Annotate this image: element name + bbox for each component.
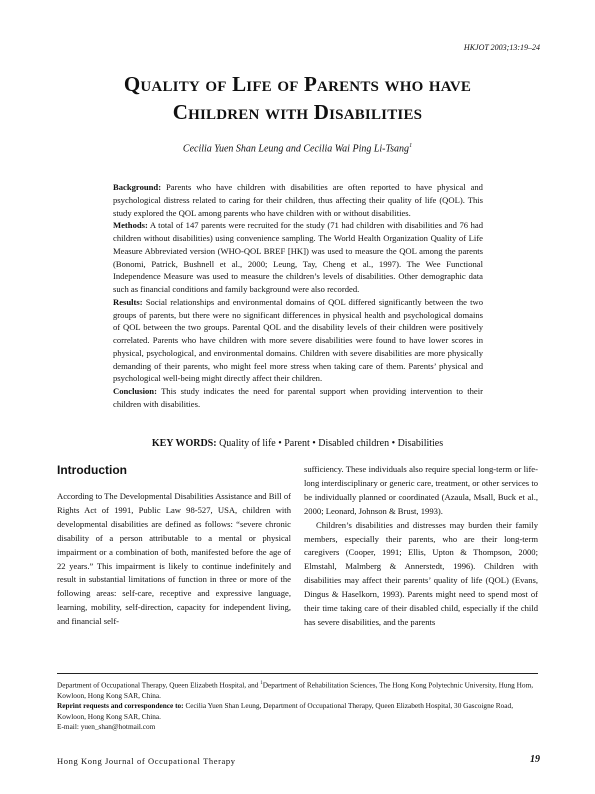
footnote-divider bbox=[57, 673, 538, 674]
abstract-background-text: Parents who have children with disabilities are often reported to have physical and psychological distress related to caring for their children, thus affecting their quality of life (QOL). This study explored the QOL among parents who have children with or without disabilities. bbox=[113, 182, 483, 218]
column-left bbox=[57, 490, 291, 629]
title-line-1: Quality of Life of Parents who have bbox=[123, 72, 472, 96]
paper-title bbox=[40, 70, 555, 126]
authors bbox=[40, 143, 555, 154]
author-names: Cecilia Yuen Shan Leung and Cecilia Wai Ping Li-Tsang bbox=[182, 143, 410, 155]
affiliation-text-b: Department of Rehabilitation Sciences, The Hong Kong Polytechnic University, Hung Hom, Kowloon, Hong Kong SAR, China. bbox=[57, 680, 534, 700]
keywords bbox=[40, 438, 555, 449]
abstract-conclusion bbox=[113, 385, 483, 411]
author-affiliation-marker: 1 bbox=[409, 143, 413, 149]
affiliation-text-a: Department of Occupational Therapy, Queen Elizabeth Hospital, and bbox=[57, 680, 261, 690]
footnotes bbox=[57, 679, 540, 733]
footnote-reprint bbox=[57, 701, 540, 722]
abstract-results-label: Results: bbox=[113, 296, 143, 307]
abstract-conclusion-label: Conclusion: bbox=[113, 386, 157, 396]
abstract bbox=[113, 181, 483, 411]
abstract-methods-text: A total of 147 parents were recruited for the study (71 had children with disabilities and 76 had children without disabilities) using convenience sampling. The World Health Organization Quality of Life Measure Abbreviated version (WHO-QOL BREF [HK]) was used to measure the QOL among the parents (Bonomi, Patrick, Bushnell et al., 2000; Leung, Tay, Cheng et al., 1997). The Wee Functional Independence Measure was used to measure the children’s levels of disabilities. Other demographic data such as financial conditions and family background were also recorded. bbox=[113, 220, 483, 294]
footnote-affiliations bbox=[57, 679, 540, 701]
abstract-methods bbox=[113, 219, 483, 296]
footer-journal-name: Hong Kong Journal of Occupational Therapy bbox=[57, 756, 236, 766]
keywords-text: Quality of life • Parent • Disabled children • Disabilities bbox=[219, 438, 444, 449]
abstract-background bbox=[113, 181, 483, 219]
intro-paragraph-1: According to The Developmental Disabilities Assistance and Bill of Rights Act of 1991, Public Law 98-527, USA, children with developmental disabilities are defined as follows: “severe chronic disability of a person attributable to a mental or physical impairment or a combination of both, manifested before the age of 22 years.” This impairment is likely to continue indefinitely and result in substantial limitations of function in three or more of the following areas: self-care, receptive and expressive language, learning, mobility, self-direction, capacity for independent living, and financial self- bbox=[57, 491, 291, 627]
intro-paragraph-1-continued: sufficiency. These individuals also require special long-term or life-long interdisciplinary or generic care, treatment, or other services to be individually planned or coordinated (Azaula, Msall, Buck et al., 2000; Leonard, Johnson & Brust, 1993). bbox=[304, 464, 538, 516]
section-heading-introduction: Introduction bbox=[57, 463, 127, 477]
abstract-methods-label: Methods: bbox=[113, 220, 148, 231]
column-right bbox=[304, 463, 538, 630]
intro-paragraph-2: Children’s disabilities and distresses may burden their family members, especially their parents, who are their long-term caregivers (Cooper, 1991; Ellis, Upton & Thompson, 2000; Elmstahl, Malmberg & Annerstedt, 1996). Children with disabilities may affect their parents’ quality of life (QOL) (Evans, Dingus & Haselkorn, 1993). Parents might need to spend most of their time taking care of their disabled child, especially if the child has severe disabilities, and the parents bbox=[304, 519, 538, 627]
abstract-conclusion-text: This study indicates the need for parental support when providing intervention to their children with disabilities. bbox=[113, 386, 483, 409]
keywords-label: KEY WORDS: bbox=[151, 438, 217, 449]
journal-reference: HKJOT 2003;13:19–24 bbox=[463, 43, 540, 52]
abstract-results bbox=[113, 296, 483, 385]
abstract-results-text: Social relationships and environmental domains of QOL differed significantly between the two groups of parents, but there were no significant differences in physical health and psychological domains of QOL between the two groups. Parental QOL and the disability levels of their children were positively correlated. Parents who have children with more severe disabilities were found to have lower scores in physical, psychological, and environmental domains. Children with severe disabilities are more physically demanding of their parents, who might feel more stress when taking care of them. Parents’ physical and psychological well-being might directly affect their children. bbox=[113, 296, 483, 384]
abstract-background-label: Background: bbox=[113, 182, 162, 192]
footnote-email: E-mail: yuen_shan@hotmail.com bbox=[57, 722, 156, 732]
affiliation-marker: 1 bbox=[260, 681, 263, 686]
title-line-2: Children with Disabilities bbox=[172, 100, 423, 124]
reprint-text: Cecilia Yuen Shan Leung, Department of Occupational Therapy, Queen Elizabeth Hospital, 30 Gascoigne Road, Kowloon, Hong Kong SAR, China. bbox=[57, 701, 514, 721]
page-number: 19 bbox=[530, 754, 540, 765]
reprint-label: Reprint requests and correspondence to: bbox=[57, 701, 184, 711]
